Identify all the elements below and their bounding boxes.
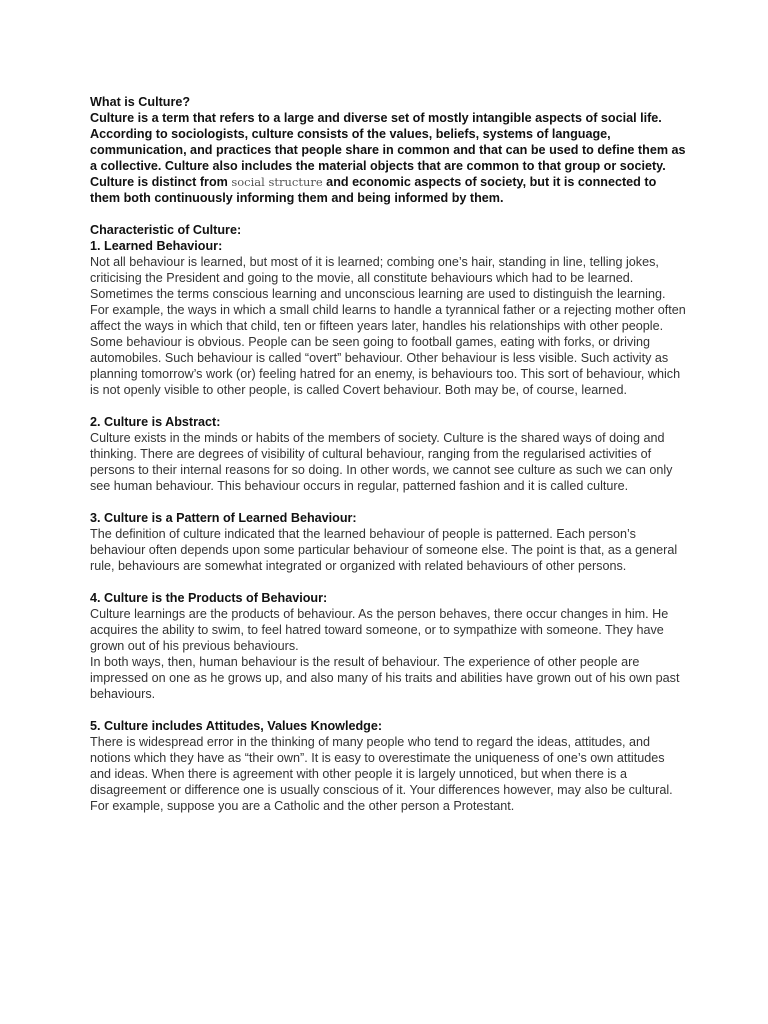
heading-learned-behaviour: 1. Learned Behaviour: [90, 239, 223, 253]
heading-attitudes-values: 5. Culture includes Attitudes, Values Knowledge: [90, 719, 383, 733]
paragraph-learned-1: Not all behaviour is learned, but most of it is learned; combing one’s hair, standing in line, telling jokes, criticising the President and going to the movie, all constitute behaviours which had to be learned. [90, 255, 659, 285]
section-title: Characteristic of Culture: [90, 223, 242, 237]
paragraph-attitudes: There is widespread error in the thinking of many people who tend to regard the ideas, attitudes, and notions which they have as “their own”. It is easy to overestimate the uniqueness of one’s own attitudes and ideas. When there is agreement with other people it is largely unnoticed, but when there is a disagreement or difference one is usually conscious of it. Your differences however, may also be cultural. For example, suppose you are a Catholic and the other person a Protestant. [90, 735, 673, 813]
paragraph-products-1: Culture learnings are the products of behaviour. As the person behaves, there occur changes in him. He acquires the ability to swim, to feel hatred toward someone, or to sympathize with someone. They have grown out of his previous behaviours. [90, 607, 669, 653]
paragraph-learned-2: Sometimes the terms conscious learning and unconscious learning are used to distinguish the learning. For example, the ways in which a small child learns to handle a tyrannical father or a rejecting mother often affect the ways in which that child, ten or fifteen years later, handles his relationships with other people. [90, 287, 686, 333]
intro-text-part-1: Culture is a term that refers to a large and diverse set of mostly intangible aspects of social life. According to sociologists, culture consists of the values, beliefs, systems of language, communication, and practices that people share in common and that can be used to define them as a collective. Culture also includes the material objects that are common to that group or society. Culture is distinct from [90, 111, 686, 189]
spacer [90, 206, 686, 222]
document-page [90, 94, 686, 814]
paragraph-abstract: Culture exists in the minds or habits of the members of society. Culture is the shared ways of doing and thinking. There are degrees of visibility of cultural behaviour, ranging from the regularised activities of persons to their internal reasons for so doing. In other words, we cannot see culture as such we can only see human behaviour. This behaviour occurs in regular, patterned fashion and it is called culture. [90, 431, 673, 493]
paragraph-pattern: The definition of culture indicated that the learned behaviour of people is patterned. Each person’s behaviour often depends upon some particular behaviour of someone else. The point is that, as a general rule, behaviours are somewhat integrated or organized with related behaviours of other persons. [90, 527, 678, 573]
spacer [90, 702, 686, 718]
intro-paragraph [90, 110, 686, 206]
heading-pattern-learned: 3. Culture is a Pattern of Learned Behaviour: [90, 511, 357, 525]
paragraph-learned-3: Some behaviour is obvious. People can be seen going to football games, eating with forks, or driving automobiles. Such behaviour is called “overt” behaviour. Other behaviour is less visible. Such activity as planning tomorrow’s work (or) feeling hatred for an enemy, is behaviours too. This sort of behaviour, which is not openly visible to other people, is called Covert behaviour. Both may be, of course, learned. [90, 335, 681, 397]
intro-text-part-2: and economic aspects of society, but it is connected to them both continuously informing them and being informed by them. [90, 175, 657, 205]
spacer [90, 494, 686, 510]
document-title: What is Culture? [90, 95, 191, 109]
heading-culture-abstract: 2. Culture is Abstract: [90, 415, 221, 429]
spacer [90, 398, 686, 414]
spacer [90, 574, 686, 590]
heading-products-behaviour: 4. Culture is the Products of Behaviour: [90, 591, 328, 605]
social-structure-link[interactable]: social structure [231, 175, 323, 189]
paragraph-products-2: In both ways, then, human behaviour is the result of behaviour. The experience of other people are impressed on one as he grows up, and also many of his traits and abilities have grown out of his own past behaviours. [90, 655, 680, 701]
